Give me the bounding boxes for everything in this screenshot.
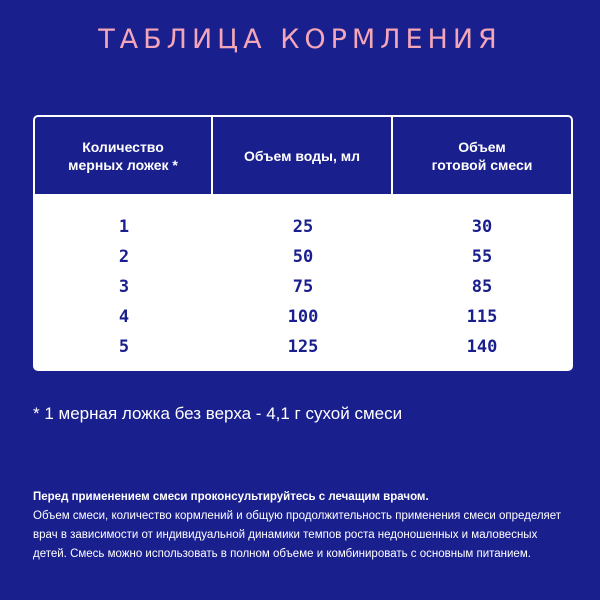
table-body: [35, 194, 571, 362]
cell-spoons: 3: [118, 277, 130, 297]
medical-notice: [33, 488, 573, 564]
cell-water: 125: [287, 337, 319, 357]
cell-water: 25: [292, 217, 314, 237]
cell-spoons: 1: [118, 217, 130, 237]
table-row: [35, 272, 571, 302]
cell-mixture: 55: [471, 247, 493, 267]
header-mixture: [393, 117, 571, 194]
cell-mixture: 140: [466, 337, 498, 357]
notice-body: Объем смеси, количество кормлений и общую продолжительность применения смеси определяет врач в зависимости от индивидуальной динамики темпов роста недоношенных и маловесных детей. Смесь можно использовать в полном объеме и комбинировать с основным питанием.: [33, 510, 562, 560]
feeding-table: [33, 115, 573, 371]
cell-spoons: 4: [118, 307, 130, 327]
cell-mixture: 30: [471, 217, 493, 237]
spoon-footnote: * 1 мерная ложка без верха - 4,1 г сухой смеси: [33, 404, 403, 423]
table-header: [35, 117, 571, 194]
header-water-label: Объем воды, мл: [243, 147, 361, 164]
cell-spoons: 5: [118, 337, 130, 357]
cell-mixture: 85: [471, 277, 493, 297]
header-spoons: [35, 117, 213, 194]
table-row: [35, 212, 571, 242]
table-row: [35, 332, 571, 362]
cell-water: 75: [292, 277, 314, 297]
notice-lead: Перед применением смеси проконсультируйтесь с лечащим врачом.: [33, 491, 429, 503]
table-row: [35, 302, 571, 332]
cell-water: 50: [292, 247, 314, 267]
cell-spoons: 2: [118, 247, 130, 267]
header-spoons-label: Количество мерных ложек *: [68, 138, 178, 173]
cell-mixture: 115: [466, 307, 498, 327]
table-row: [35, 242, 571, 272]
header-water: [213, 117, 393, 194]
cell-water: 100: [287, 307, 319, 327]
header-mixture-label: Объем готовой смеси: [431, 138, 533, 173]
page-title: ТАБЛИЦА КОРМЛЕНИЯ: [98, 24, 502, 55]
